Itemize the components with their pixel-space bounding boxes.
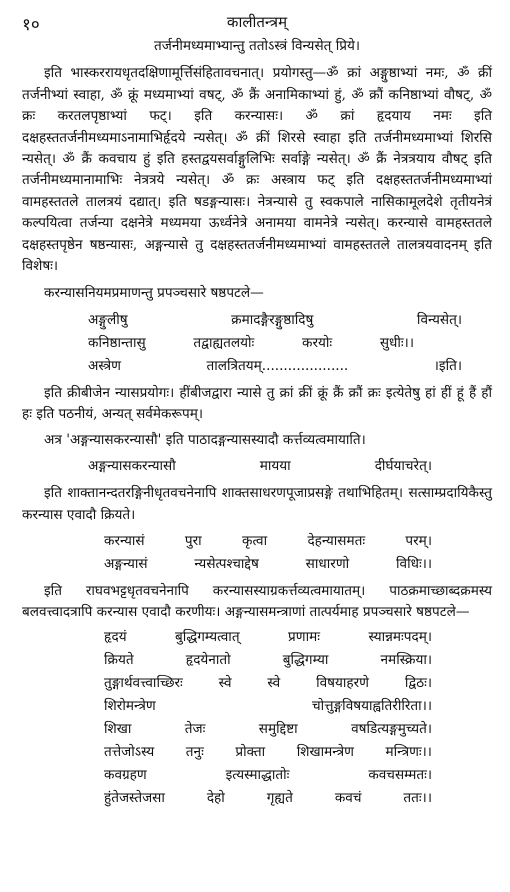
verse-word: बुद्धिगम्या: [282, 651, 329, 668]
verse-word: तत्तेजोऽस्य: [104, 743, 155, 760]
verse-word: दीर्घयाचरेत्।: [374, 458, 432, 475]
verse-word: ततः।।: [403, 789, 432, 806]
verse-word: स्यान्नमःपदम्।: [368, 628, 432, 645]
verse-word: अङ्गुलीषु: [88, 311, 128, 328]
verse-word: नमस्क्रिया।: [380, 651, 432, 668]
paragraph-3: इति क्रीबीजेन न्यासप्रयोगः। हींबीजद्वारा न्यासे तु क्रां क्रीं क्रूं क्रैं क्रौं क्रः इत्येतेषु हां हीं हूं हैं हौं हः इति पठनीयं, अन्यत् सर्वमेकरूपम्।: [22, 384, 492, 423]
verse-word: ।इति।: [433, 357, 462, 374]
page-header: [22, 10, 492, 36]
verse-word: तेजः: [184, 720, 206, 737]
verse-line: [104, 672, 432, 695]
verse-word: कृत्वा: [242, 532, 268, 549]
verse-word: परम्।: [405, 532, 432, 549]
verse-word: चोत्तुङ्गविषयाह्वतिरीरिता।।: [312, 697, 432, 714]
verse-word: विन्यसेत्।: [416, 311, 462, 328]
verse-word: क्रियते: [104, 651, 134, 668]
verse-word: अङ्गन्यासं: [104, 555, 148, 572]
paragraph-6: इति राघवभट्टधृतवचनेनापि करन्यासस्याग्रकर्त्तव्यत्वमायातम्। पाठक्रमाच्छाब्दक्रमस्य बलवत्त्वादत्रापि करन्यास एवादौ करणीयः। अङ्गन्यासमन्त्राणां तात्पर्यमाह प्रपञ्चसारे षष्ठपटले—: [22, 582, 492, 621]
verse-word: शिखा: [104, 720, 132, 737]
verse-line: [88, 355, 462, 378]
verse-line: [104, 695, 432, 718]
running-head: कालीतन्त्रम्: [226, 13, 288, 31]
verse-word: द्विठः।: [404, 674, 432, 691]
verse-line: [104, 626, 432, 649]
verse-word: तद्वाह्यतलयोः: [193, 334, 255, 351]
verse-word: अस्त्रेण: [88, 357, 122, 374]
verse-word: शिखामन्त्रेण: [296, 743, 354, 760]
verse-word: न्यसेत्पश्चाद्देष: [194, 555, 259, 572]
verse-word: तालत्रितयम्....................: [206, 357, 349, 374]
verse-word: तनुः: [185, 743, 204, 760]
verse-word: समुद्दिष्टा: [258, 720, 298, 737]
verse-word: कवचसम्मतः।: [368, 766, 432, 783]
verse-word: विधिः।।: [395, 555, 432, 572]
verse-word: तुङ्गार्थवत्त्वाच्छिरः: [104, 674, 183, 691]
verse-word: करयोः: [302, 334, 333, 351]
verse-line: [104, 649, 432, 672]
verse-line: [104, 530, 432, 553]
verse-word: हृदयं: [104, 628, 127, 645]
verse-word: विषयाहरणे: [316, 674, 370, 691]
verse-word: कवचं: [334, 789, 362, 806]
verse-word: कनिष्ठान्तासु: [88, 334, 146, 351]
verse-line: [104, 718, 432, 741]
page-number: १०: [22, 15, 40, 35]
verse-word: हृदयेनातो: [185, 651, 231, 668]
verse-word: प्रणामः: [288, 628, 320, 645]
verse-word: साधारणो: [305, 555, 350, 572]
verse-word: प्रोक्ता: [235, 743, 266, 760]
paragraph-4: अत्र 'अङ्गन्यासकरन्यासौ' इति पाठादङ्गन्यासस्यादौ कर्त्तव्यत्वमायाति।: [44, 431, 366, 448]
verse-line-1: तर्जनीमध्यमाभ्यान्तु ततोऽस्त्रं विन्यसेत् प्रिये।: [154, 38, 360, 54]
verse-word: शिरोमन्त्रेण: [104, 697, 156, 714]
verse-line: [104, 553, 432, 576]
verse-word: देहो: [206, 789, 225, 806]
verse-word: हुंतेजस्तेजसा: [104, 789, 165, 806]
verse-word: पुरा: [184, 532, 202, 549]
verse-word: वषडित्यङ्गमुच्यते।: [351, 720, 432, 737]
verse-line: [104, 764, 432, 787]
verse-word: सुधीः।।: [379, 334, 414, 351]
verse-line: [88, 455, 432, 478]
verse-line: [88, 332, 414, 355]
verse-word: अङ्गन्यासकरन्यासौ: [88, 458, 176, 475]
paragraph-2: करन्यासनियमप्रमाणन्तु प्रपञ्चसारे षष्ठपटले—: [44, 285, 264, 302]
verse-word: देहन्यासमतः: [307, 532, 366, 549]
verse-line: [88, 309, 462, 332]
verse-word: गृह्यते: [266, 789, 293, 806]
verse-word: स्वे: [218, 674, 232, 691]
verse-line: [104, 741, 432, 764]
verse-word: मायया: [259, 458, 291, 475]
paragraph-1: इति भास्कररायधृतदक्षिणामूर्त्तिसंहितावचनात्। प्रयोगस्तु—ॐ क्रां अङ्गुष्ठाभ्यां नमः, ॐ क्रीं तर्जनीभ्यां स्वाहा, ॐ क्रूं मध्यमाभ्यां वषट्, ॐ क्रैं अनामिकाभ्यां हुं, ॐ क्रौं कनिष्ठाभ्यां वौषट्, ॐ क्रः करतलपृष्ठाभ्यां फट्। इति करन्यासः। ॐ क्रां हृदयाय नमः इति दक्षहस्ततर्जनीमध्यमाऽनामाभिर्हृदये न्यसेत्। ॐ क्रीं शिरसे स्वाहा इति तर्जनीमध्यमाभ्यां शिरसि न्यसेत्। ॐ क्रैं कवचाय हुं इति हस्तद्वयसर्वाङ्गुलिभिः सर्वाङ्गे न्यसेत्। ॐ क्रैं नेत्रत्रयाय वौषट् इति तर्जनीमध्यमानामाभिः नेत्रत्रये न्यसेत्। ॐ क्रः अस्त्राय फट् इति दक्षहस्ततर्जनीमध्यमाभ्यां वामहस्ततले तालत्रयं दद्यात्। इति षडङ्गन्यासः। नेत्रन्यासे तु स्वकपाले नासिकामूलदेशे तृतीयनेत्रं कल्पयित्वा तर्जन्या दक्षनेत्रे मध्यमया ऊर्ध्वनेत्रे अनामया वामनेत्रे न्यसेत्। करन्यासे वामहस्ततले दक्षहस्तपृष्ठेन षष्ठन्यासः, अङ्गन्यासे तु दक्षहस्ततर्जनीमध्यमाभ्यां वामहस्ततले तालत्रयवादनम् इति विशेषः।: [22, 65, 492, 275]
verse-word: क्रमादङ्गैरङ्गुष्ठादिषु: [231, 311, 314, 328]
verse-line: [104, 787, 432, 810]
verse-word: कवग्रहण: [104, 766, 147, 783]
verse-word: करन्यासं: [104, 532, 145, 549]
paragraph-5: इति शाक्तानन्दतरङ्गिनीधृतवचनेनापि शाक्तसाधरणपूजाप्रसङ्गे तथाभिहितम्। सत्साम्प्रदायिकैस्तु करन्यास एवादौ क्रियते।: [22, 485, 492, 523]
verse-word: स्वे: [267, 674, 281, 691]
verse-word: इत्यस्माद्धातोः: [225, 766, 290, 783]
verse-word: बुद्धिगम्यत्वात्: [175, 628, 240, 645]
verse-word: मन्त्रिणः।।: [385, 743, 432, 760]
